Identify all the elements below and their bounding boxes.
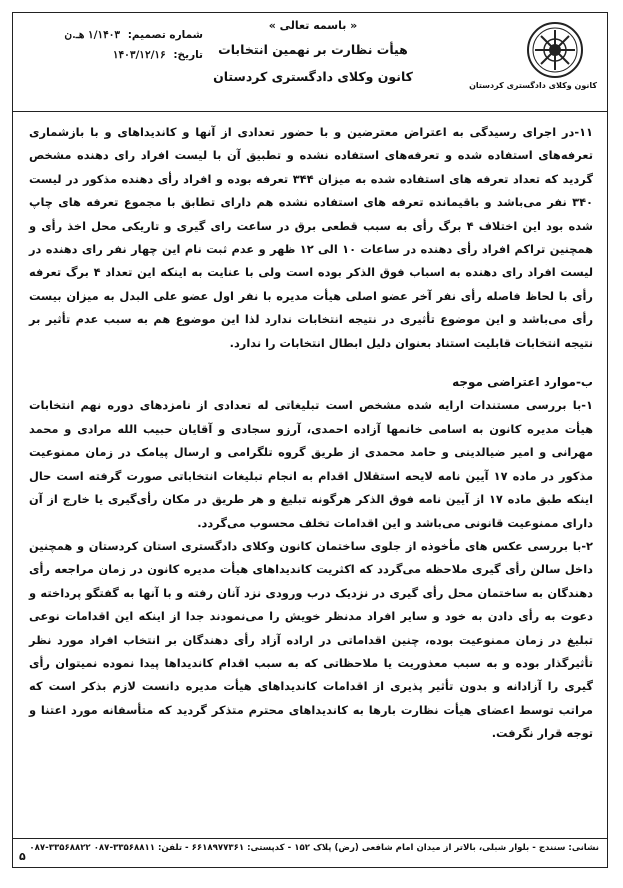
decision-number-value: ۱/۱۴۰۳ هـ.ن: [64, 29, 121, 41]
committee-title: هیأت نظارت بر نهمین انتخابات: [218, 42, 408, 57]
section-b-heading: ب-موارد اعتراضی موجه: [452, 375, 593, 390]
paragraph-b2: ۲-با بررسی عکس های مأخوذه از جلوی ساختمان کانون وکلای دادگستری استان کردستان و همچنین داخل سالن رأی گیری ملاحظه می‌گردد که اکثریت کاندیداهای هیأت مدیره کانون در زمان مراجعه رأی دهندگان به ساختمان محل رأی گیری در نزدیک درب ورودی نزد آنان رفته و با آنها به گفتگو پرداخته و دعوت به رأی دادن به خود و سایر افراد مدنظر خویش را می‌نمودند جدا از اینکه این اقدامات نوعی تبلیغ در زمان ممنوعیت بوده، چنین اقداماتی در اراده آزاد رأی دهندگان بر انتخاب افراد مورد نظر تأثیرگذار بوده و به سبب معذوریت یا ملاحظاتی که به سبب اقدام کاندیداها پیدا نموده نمیتوان رأی گیری را آزادانه و بدون تأثیر پذیری از اقدامات کاندیداهای هیأت مدیره دانست لازم بذکر است که مراتب توسط اعضای هیأت نظارت بارها به کاندیداهای محترم متذکر گردید که متأسفانه مورد اعتنا و توجه قرار نگرفت.: [29, 538, 593, 741]
letterhead-title: [213, 19, 413, 84]
logo-caption: کانون وکلای دادگستری کردستان: [469, 81, 597, 90]
paragraph-b1: ۱-با بررسی مستندات ارایه شده مشخص است تبلیغاتی له تعدادی از نامزدهای دوره نهم انتخابات هیأت مدیره کانون به اسامی خانمها آزاده احمدی، آرزو سجادی و آقایان حبیب الله مرادی و محمد مهرانی و امیر ضیالدینی و حامد محمدی از طریق گروه تلگرامی و ارسال پیامک در زمان ممنوعیت مذکور در ماده ۱۷ آیین نامه لایحه استقلال اقدام به انجام تبلیغات انتخاباتی صورت گرفته است حال اینکه طبق ماده ۱۷ از آیین نامه فوق الذکر هرگونه تبلیغ و هر طریق در مکان رأی‌گیری یا خارج از آن دارای ممنوعیت قانونی می‌باشد و این اقدامات تخلف محسوب می‌گردد.: [29, 398, 594, 530]
page-number: ۵: [19, 850, 26, 863]
decision-number-row: [23, 25, 203, 45]
date-row: [23, 45, 203, 65]
document-meta: [23, 25, 203, 65]
scales-emblem-icon: [526, 21, 584, 79]
bismillah: « باسمه تعالی »: [268, 19, 358, 32]
footer-divider: [13, 838, 607, 839]
bar-association-logo: [469, 21, 597, 90]
date-value: ۱۴۰۳/۱۲/۱۶: [112, 49, 166, 61]
decision-number-label: شماره تصمیم:: [127, 29, 203, 41]
paragraph-11: ۱۱-در اجرای رسیدگی به اعتراض معترضین و با حضور تعدادی از آنها و کاندیداهای و با بازشماری تعرفه‌های استفاده شده و تعرفه‌های استفاده نشده و تطبیق آن با لیست افراد رای دهنده مشخص گردید که تعداد تعرفه های استفاده شده به میزان ۳۴۴ تعرفه بوده و افراد رأی دهنده مذکور در لیست ۳۴۰ نفر می‌باشد و باقیمانده تعرفه های استفاده نشده هم دارای تطابق با مجموع تعرفه های چاپ شده بود این اختلاف ۴ برگ رأی به سبب قطعی برق در ساعت رای گیری و تاریکی محل اخذ رأی و همچنین تراکم افراد رأی دهنده در ساعات ۱۰ الی ۱۲ ظهر و عدم ثبت نام این چهار نفر رای دهنده در لیست افراد رای دهنده به اسباب فوق الذکر بوده است ولی با عنایت به اینکه این تعداد ۴ برگ تعرفه رأی با لحاظ فاصله رأی نفر آخر عضو اصلی هیأت مدیره با نفر اول عضو علی البدل به میزان بیست رأی می‌باشد و این موضوع تأثیری در نتیجه انتخابات ندارد لذا این موضوع هم به سبب عدم تأثیر بر نتیجه انتخابات قابلیت استناد بعنوان دلیل ابطال انتخابات را ندارد.: [29, 125, 593, 350]
letterhead: [13, 13, 607, 111]
page-frame: [12, 12, 608, 868]
header-divider: [13, 111, 607, 112]
decision-body: [29, 121, 593, 746]
footer-address: نشانی: سنندج - بلوار شبلی، بالاتر از میدان امام شافعی (رض) پلاک ۱۵۲ - کدپستی: ۶۶۱۸۹۷۷۳۶۱ - تلفن: ۳۳۵۶۸۸۱۱-۰۸۷ ۳۳۵۶۸۸۲۲-۰۸۷: [29, 843, 599, 853]
association-title: کانون وکلای دادگستری کردستان: [213, 69, 413, 84]
date-label: تاریخ:: [173, 49, 203, 61]
